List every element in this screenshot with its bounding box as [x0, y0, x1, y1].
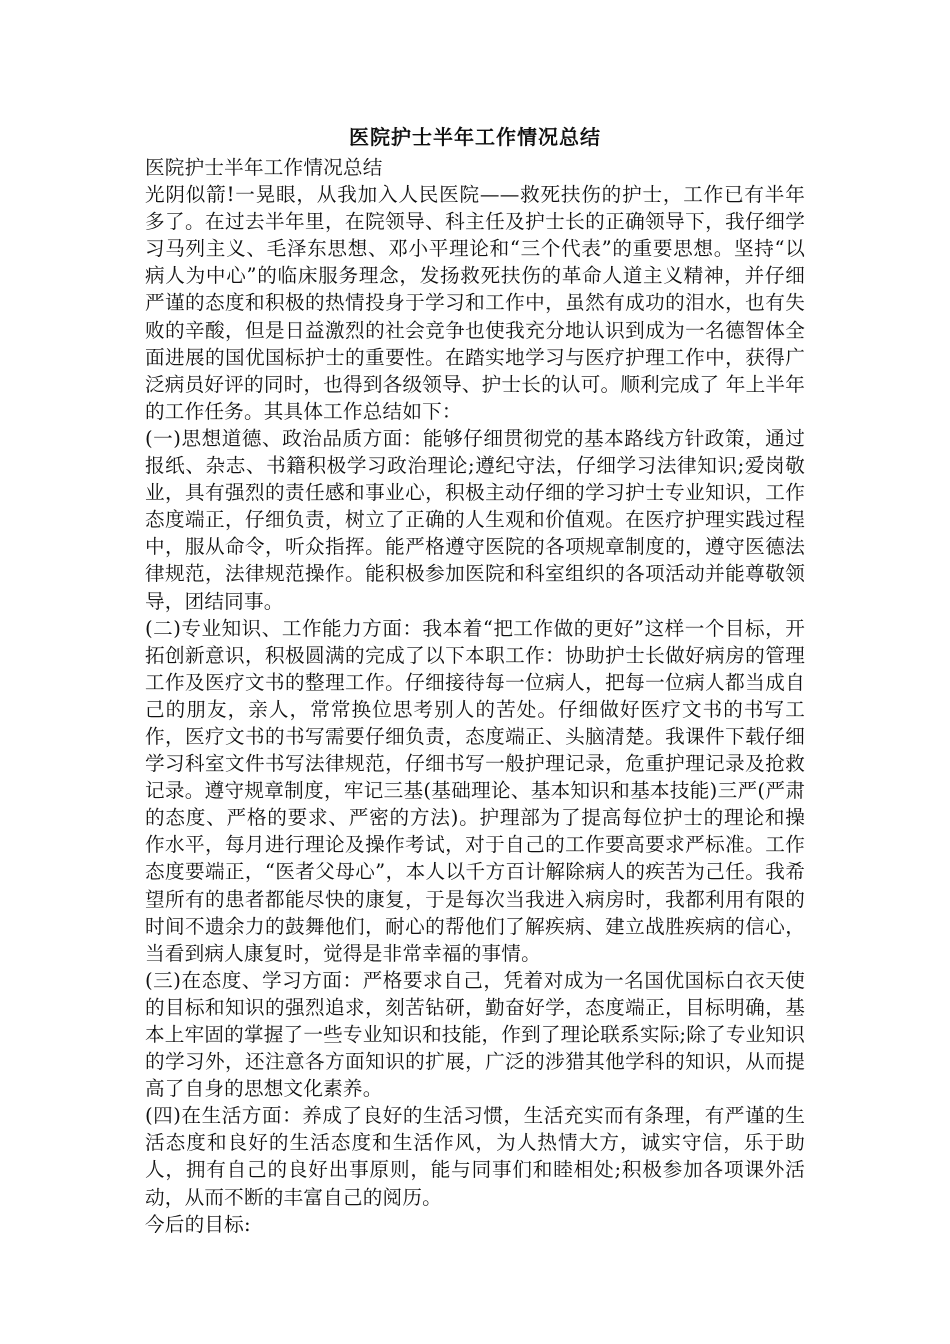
section-2-paragraph: (二)专业知识、工作能力方面：我本着“把工作做的更好”这样一个目标，开拓创新意识，积极圆满的完成了以下本职工作：协助护士长做好病房的管理工作及医疗文书的整理工作。仔细接待每一位病人，把每一位病人都当成自己的朋友，亲人，常常换位思考别人的苦处。仔细做好医疗文书的书写工作，医疗文书的书写需要仔细负责，态度端正、头脑清楚。我课件下载仔细学习科室文件书写法律规范，仔细书写一般护理记录，危重护理记录及抢救记录。遵守规章制度，牢记三基(基础理论、基本知识和基本技能)三严(严肃的态度、严格的要求、严密的方法)。护理部为了提高每位护士的理论和操作水平，每月进行理论及操作考试，对于自己的工作要高要求严标准。工作态度要端正，“医者父母心”，本人以千方百计解除病人的疾苦为己任。我希望所有的患者都能尽快的康复，于是每次当我进入病房时，我都利用有限的时间不遗余力的鼓舞他们，耐心的帮他们了解疾病、建立战胜疾病的信心，当看到病人康复时，觉得是非常幸福的事情。 — [145, 616, 805, 965]
intro-paragraph: 光阴似箭!一晃眼，从我加入人民医院——救死扶伤的护士，工作已有半年多了。在过去半年里，在院领导、科主任及护士长的正确领导下，我仔细学习马列主义、毛泽东思想、邓小平理论和“三个代表”的重要思想。坚持“以病人为中心”的临床服务理念，发扬救死扶伤的革命人道主义精神，并仔细严谨的态度和积极的热情投身于学习和工作中，虽然有成功的泪水，也有失败的辛酸，但是日益激烈的社会竞争也使我充分地认识到成为一名德智体全面进展的国优国标护士的重要性。在踏实地学习与医疗护理工作中，获得广泛病员好评的同时，也得到各级领导、护士长的认可。顺利完成了 年上半年的工作任务。其具体工作总结如下： — [145, 183, 805, 423]
document-title: 医院护士半年工作情况总结 — [349, 125, 601, 149]
document-page — [145, 120, 805, 1238]
section-1-paragraph: (一)思想道德、政治品质方面：能够仔细贯彻党的基本路线方针政策，通过报纸、杂志、书籍积极学习政治理论;遵纪守法，仔细学习法律知识;爱岗敬业，具有强烈的责任感和事业心，积极主动仔细的学习护士专业知识，工作态度端正，仔细负责，树立了正确的人生观和价值观。在医疗护理实践过程中，服从命令，听众指挥。能严格遵守医院的各项规章制度的，遵守医德法律规范，法律规范操作。能积极参加医院和科室组织的各项活动并能尊敬领导，团结同事。 — [145, 426, 805, 613]
subtitle-paragraph: 医院护士半年工作情况总结 — [145, 156, 383, 179]
section-3-paragraph: (三)在态度、学习方面：严格要求自己，凭着对成为一名国优国标白衣天使的目标和知识的强烈追求，刻苦钻研，勤奋好学，态度端正，目标明确，基本上牢固的掌握了一些专业知识和技能，作到了理论联系实际;除了专业知识的学习外，还注意各方面知识的扩展，广泛的涉猎其他学科的知识，从而提高了自身的思想文化素养。 — [145, 968, 805, 1101]
document-body — [145, 154, 805, 1238]
section-4-paragraph: (四)在生活方面：养成了良好的生活习惯，生活充实而有条理，有严谨的生活态度和良好的生活态度和生活作风，为人热情大方，诚实守信，乐于助人，拥有自己的良好出事原则，能与同事们和睦相处;积极参加各项课外活动，从而不断的丰富自己的阅历。 — [145, 1104, 805, 1209]
future-goals-heading: 今后的目标: — [145, 1212, 251, 1236]
